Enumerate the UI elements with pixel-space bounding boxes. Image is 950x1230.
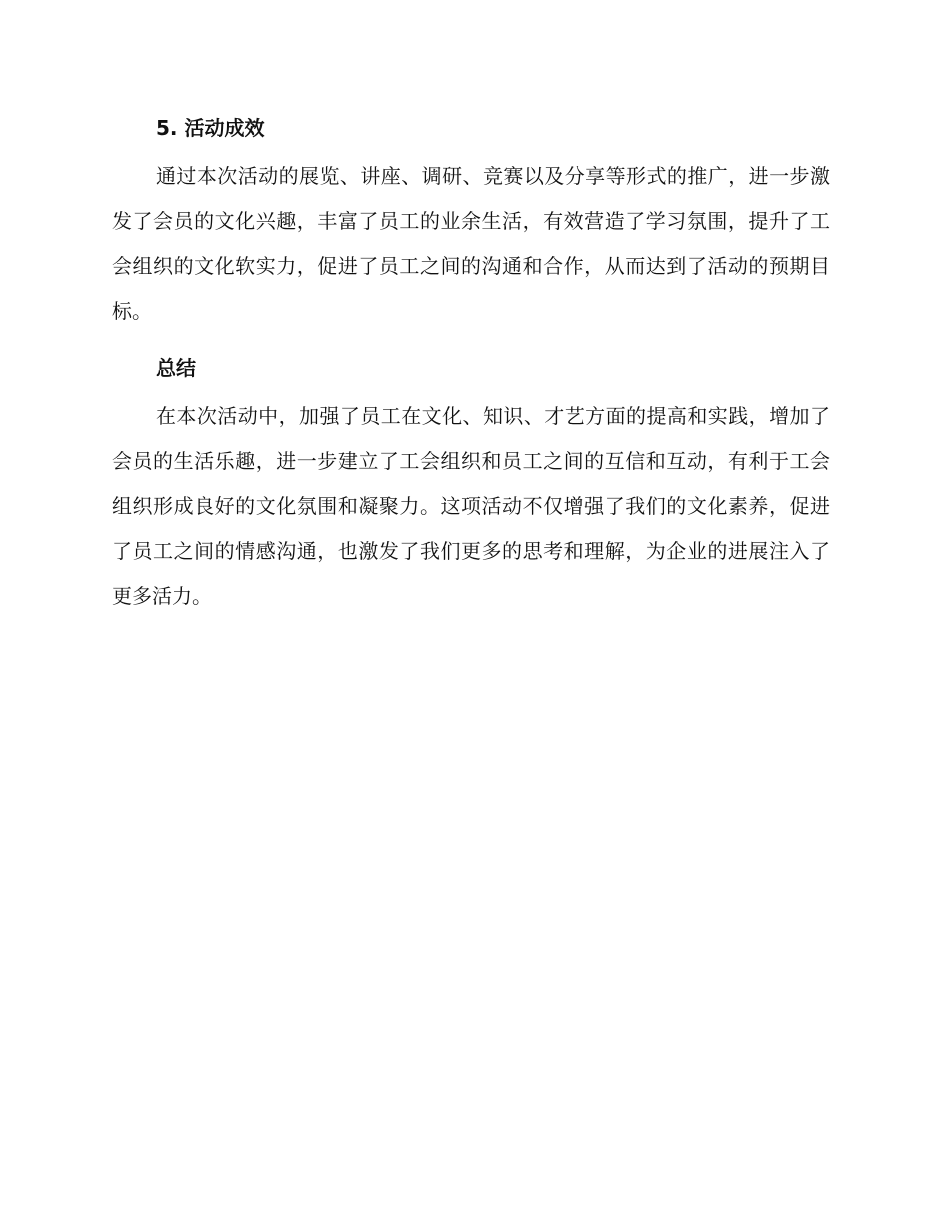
section-heading-results: 5. 活动成效 — [156, 116, 265, 140]
document-page — [112, 112, 830, 619]
section-paragraph-results: 通过本次活动的展览、讲座、调研、竞赛以及分享等形式的推广，进一步激发了会员的文化兴趣，丰富了员工的业余生活，有效营造了学习氛围，提升了工会组织的文化软实力，促进了员工之间的沟通和合作，从而达到了活动的预期目标。 — [112, 164, 830, 323]
section-heading-summary: 总结 — [156, 356, 196, 380]
section-paragraph-summary: 在本次活动中，加强了员工在文化、知识、才艺方面的提高和实践，增加了会员的生活乐趣，进一步建立了工会组织和员工之间的互信和互动，有利于工会组织形成良好的文化氛围和凝聚力。这项活动不仅增强了我们的文化素养，促进了员工之间的情感沟通，也激发了我们更多的思考和理解，为企业的进展注入了更多活力。 — [112, 404, 830, 608]
